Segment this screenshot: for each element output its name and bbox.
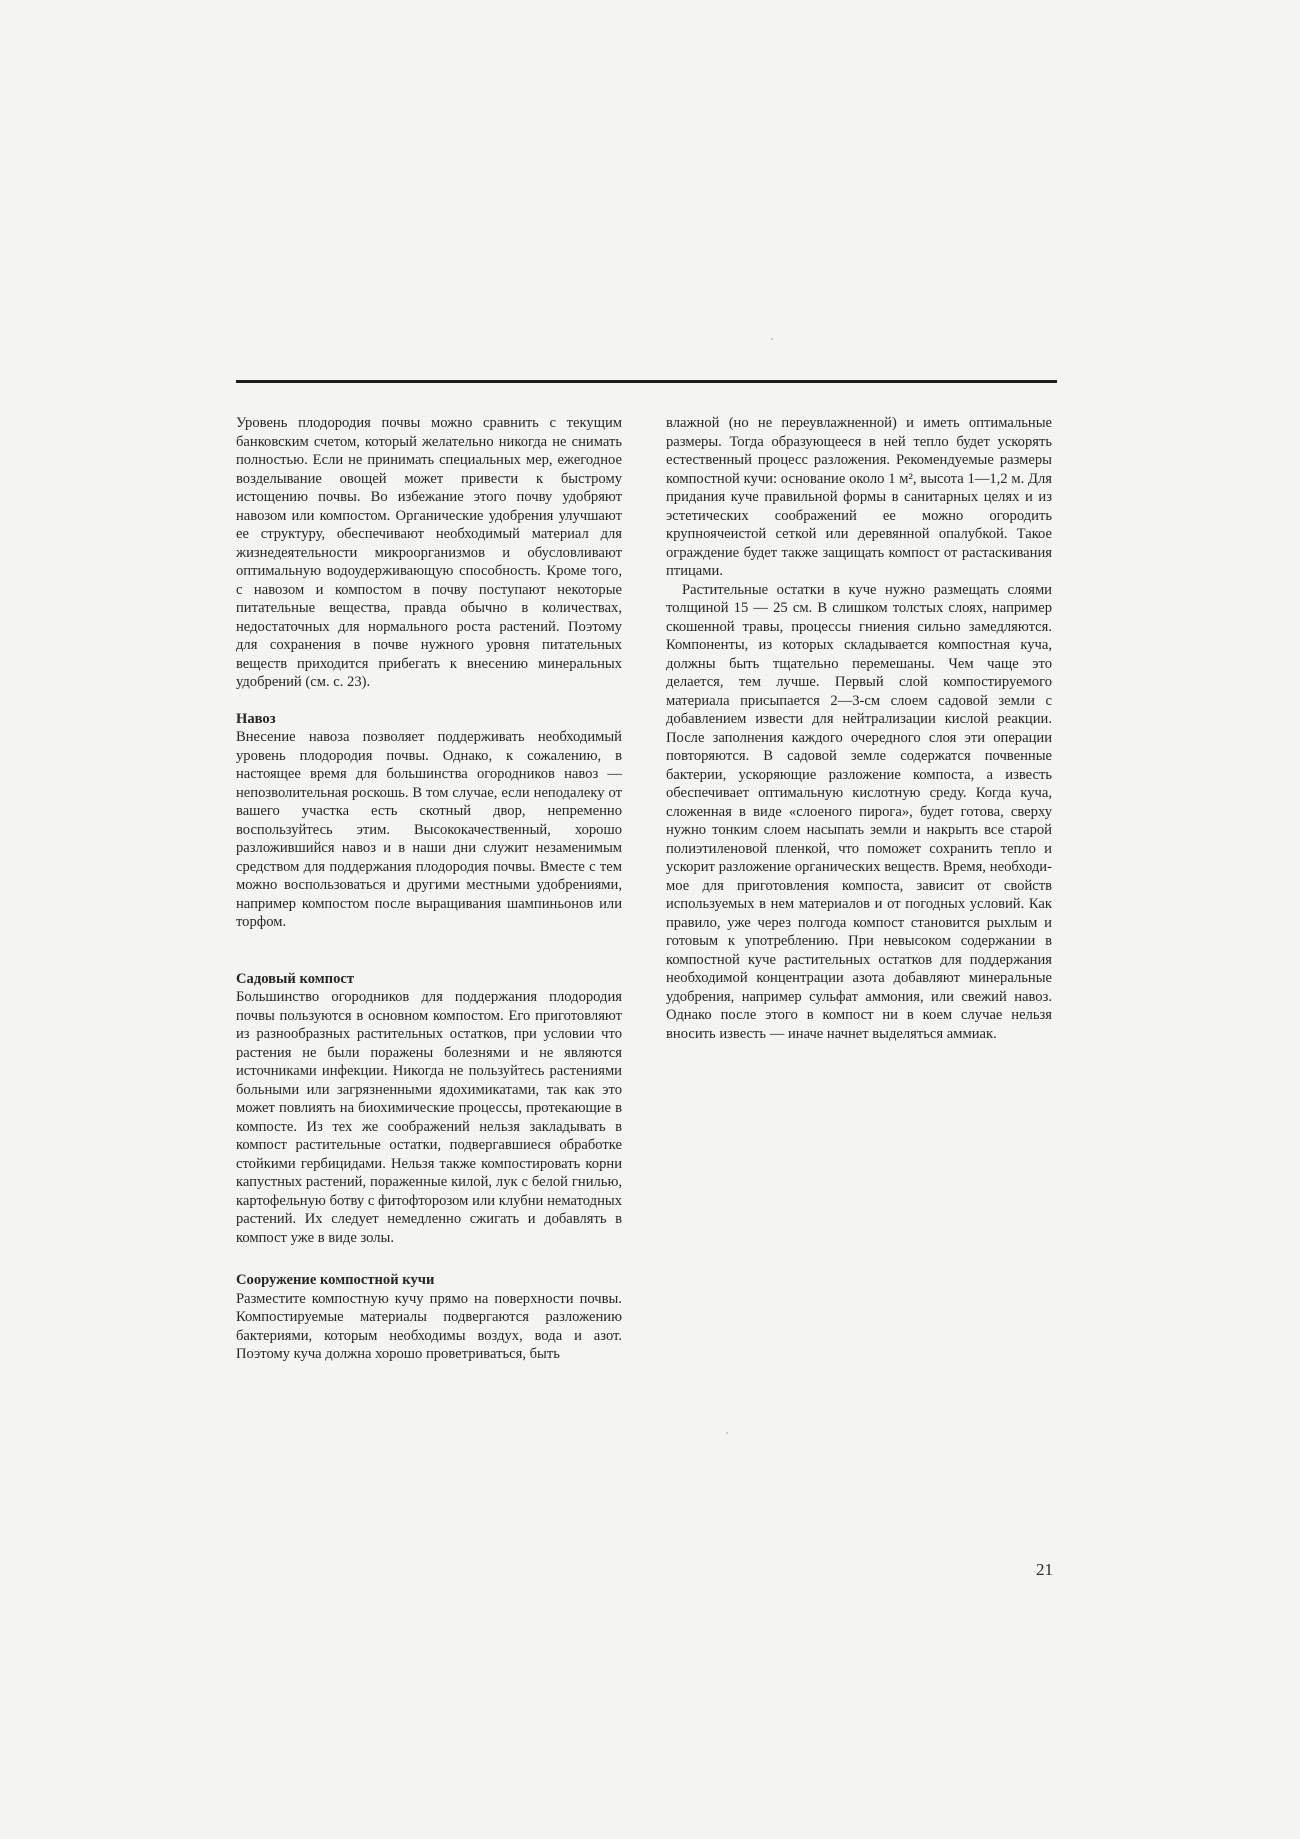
manure-paragraph: Внесение навоза позволяет поддерживать необходимый уровень плодородия почвы. Однако, к сожалению, в настоящее время для большинства огородников навоз — непозволительная роскошь. В том случае, если неподалеку от вашего участка есть скотный двор, непременно воспользуйтесь этим. Высококачественный, хорошо разложившийся навоз и в наши дни служит незаменимым средством для поддержания плодородия почвы. Вместе с тем можно воспользоваться и другими местными удобрениями, например компостом после выращивания шампиньонов или торфом. bbox=[236, 729, 622, 930]
compost-heap-paragraph: Разместите компостную кучу прямо на поверхности почвы. Компостируемые материалы подвергаются разложению бактериями, которым необходимы воздух, вода и азот. Поэтому куча должна хорошо проветриваться, быть bbox=[236, 1290, 622, 1362]
layers-paragraph: Растительные остатки в куче нужно размещать слоями толщиной 15 — 25 см. В слишком толстых слоях, например скошенной травы, процессы гниения сильно замедляются. Компоненты, из которых складывается компостная куча, должны быть тщательно перемешаны. Чем чаще это делается, тем лучше. Первый слой компостируемого материала присыпается 2—3-см слоем садовой земли с добавлением извести для нейтрализации кислой реакции. После заполнения каждого очередного слоя эти операции повторяются. В садовой земле содержатся почвенные бактерии, ускоряющие разложение компоста, а известь обеспечивает оптимальную кислотную среду. Когда куча, сложенная в виде «слоеного пирога», будет готова, сверху нужно тонким слоем насыпать земли и накрыть все старой полиэтиленовой пленкой, что поможет сохранить тепло и ускорит разложение органических веществ. Время, необходимое для приготовления компоста, зависит от свойств используемых в нем материалов и от погодных условий. Как правило, уже через полгода компост становится рыхлым и готовым к употреблению. При невысоком содержании в компостной куче растительных остатков для поддержания необходимой концентрации азота добавляют минеральные удобрения, например сульфат аммония, или свежий навоз. Однако после этого в компост ни в коем случае нельзя вносить известь — иначе начнет выделяться аммиак. bbox=[666, 581, 1052, 1042]
heading-compost-heap: Сооружение компостной кучи bbox=[236, 1272, 435, 1288]
left-column bbox=[236, 414, 622, 1364]
header-rule bbox=[236, 380, 1057, 383]
scan-speck bbox=[726, 1432, 728, 1434]
scan-speck bbox=[771, 338, 773, 340]
compost-paragraph: Большинство огородников для поддержания плодородия почвы пользуются в основном компостом. Его приготовляют из разнообразных растительных остатков, при условии что растения не были поражены болезнями и не являются источниками инфекции. Никогда не пользуйтесь растениями больными или загрязненными ядохимикатами, так как это может повлиять на биохимические процессы, протекающие в компосте. Из тех же соображений нельзя закладывать в компост растительные остатки, подвергавшиеся обработке стойкими гербицидами. Нельзя также компостировать корни капустных растений, пораженные килой, лук с белой гнилью, картофельную ботву с фитофторозом или клубни нематодных растений. Их следует немедленно сжигать и добавлять в компост уже в виде золы. bbox=[236, 989, 622, 1246]
page-number: 21 bbox=[1036, 1560, 1053, 1579]
heading-garden-compost: Садовый компост bbox=[236, 970, 355, 987]
continued-paragraph: влажной (но не переувлажненной) и иметь оптимальные размеры. Тогда образующееся в ней тепло будет ускорять естественный процесс разложения. Рекомендуемые размеры компостной кучи: основание около 1 м², высота 1—1,2 м. Для придания куче правильной формы в санитарных целях и из эстетических соображений ее можно огородить крупноячеистой сеткой или деревянной опалубкой. Такое ограждение будет также защищать компост от растаскивания птицами. bbox=[666, 415, 1052, 579]
heading-manure: Навоз bbox=[236, 710, 276, 727]
right-column bbox=[666, 414, 1052, 1043]
intro-paragraph: Уровень плодородия почвы можно сравнить с текущим банковским счетом, который желательно никогда не снимать полностью. Если не принимать специальных мер, ежегодное возделывание овощей может привести к быстрому истощению почвы. Во избежание этого почву удобряют навозом или компостом. Органические удобрения улучшают ее структуру, обеспечивают необходимый материал для жизнедеятельности микроорганизмов и обусловливают оптимальную водоудерживающую способность. Кроме того, с навозом и компостом в почву поступают некоторые питательные вещества, правда обычно в количествах, недостаточных для нормального роста растений. Поэтому для сохранения в почве нужного уровня питательных веществ приходится прибегать к внесению минеральных удобрений (см. с. 23). bbox=[236, 415, 622, 690]
